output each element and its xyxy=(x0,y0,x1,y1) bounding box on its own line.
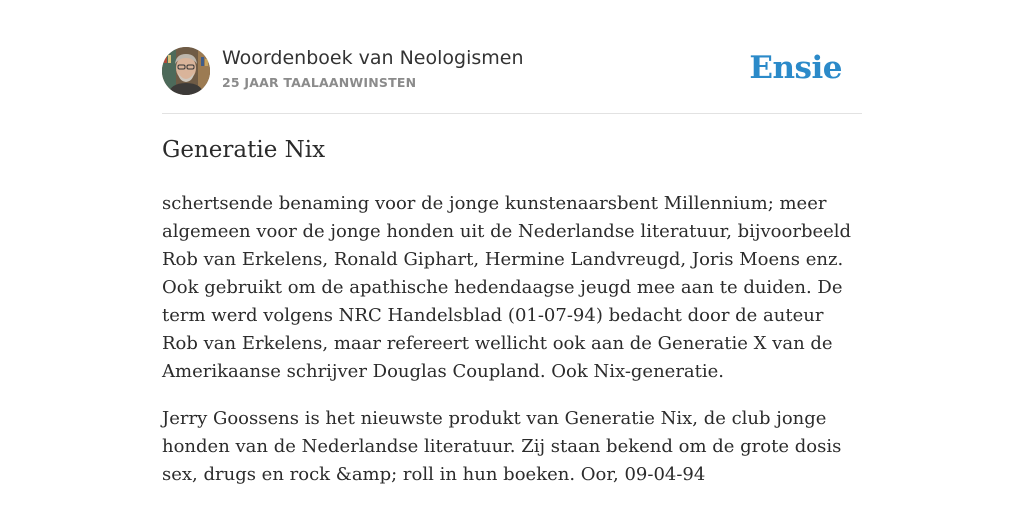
header xyxy=(162,0,862,114)
author-subtitle: 25 JAAR TAALAANWINSTEN xyxy=(222,75,417,90)
ensie-logo-link[interactable]: Ensie xyxy=(749,50,842,86)
entry-example-quote: Jerry Goossens is het nieuwste produkt van Generatie Nix, de club jonge honden van de Nederlandse literatuur. Zij staan bekend om de grote dosis sex, drugs en rock &amp; roll in hun boeken. Oor, 09-04-94 xyxy=(162,408,842,485)
avatar[interactable] xyxy=(162,47,210,95)
avatar-portrait-icon xyxy=(162,47,210,95)
entry-title: Generatie Nix xyxy=(162,137,326,163)
author-name[interactable]: Woordenboek van Neologismen xyxy=(222,47,524,69)
page xyxy=(162,0,862,485)
entry-definition: schertsende benaming voor de jonge kunstenaarsbent Millennium; meer algemeen voor de jonge honden uit de Nederlandse literatuur, bijvoorbeeld Rob van Erkelens, Ronald Giphart, Hermine Landvreugd, Joris Moens enz. Ook gebruikt om de apathische hedendaagse jeugd mee aan te duiden. De term werd volgens NRC Handelsblad (01-07-94) bedacht door de auteur Rob van Erkelens, maar refereert wellicht ook aan de Generatie X van de Amerikaanse schrijver Douglas Coupland. Ook Nix-generatie. xyxy=(162,193,852,382)
